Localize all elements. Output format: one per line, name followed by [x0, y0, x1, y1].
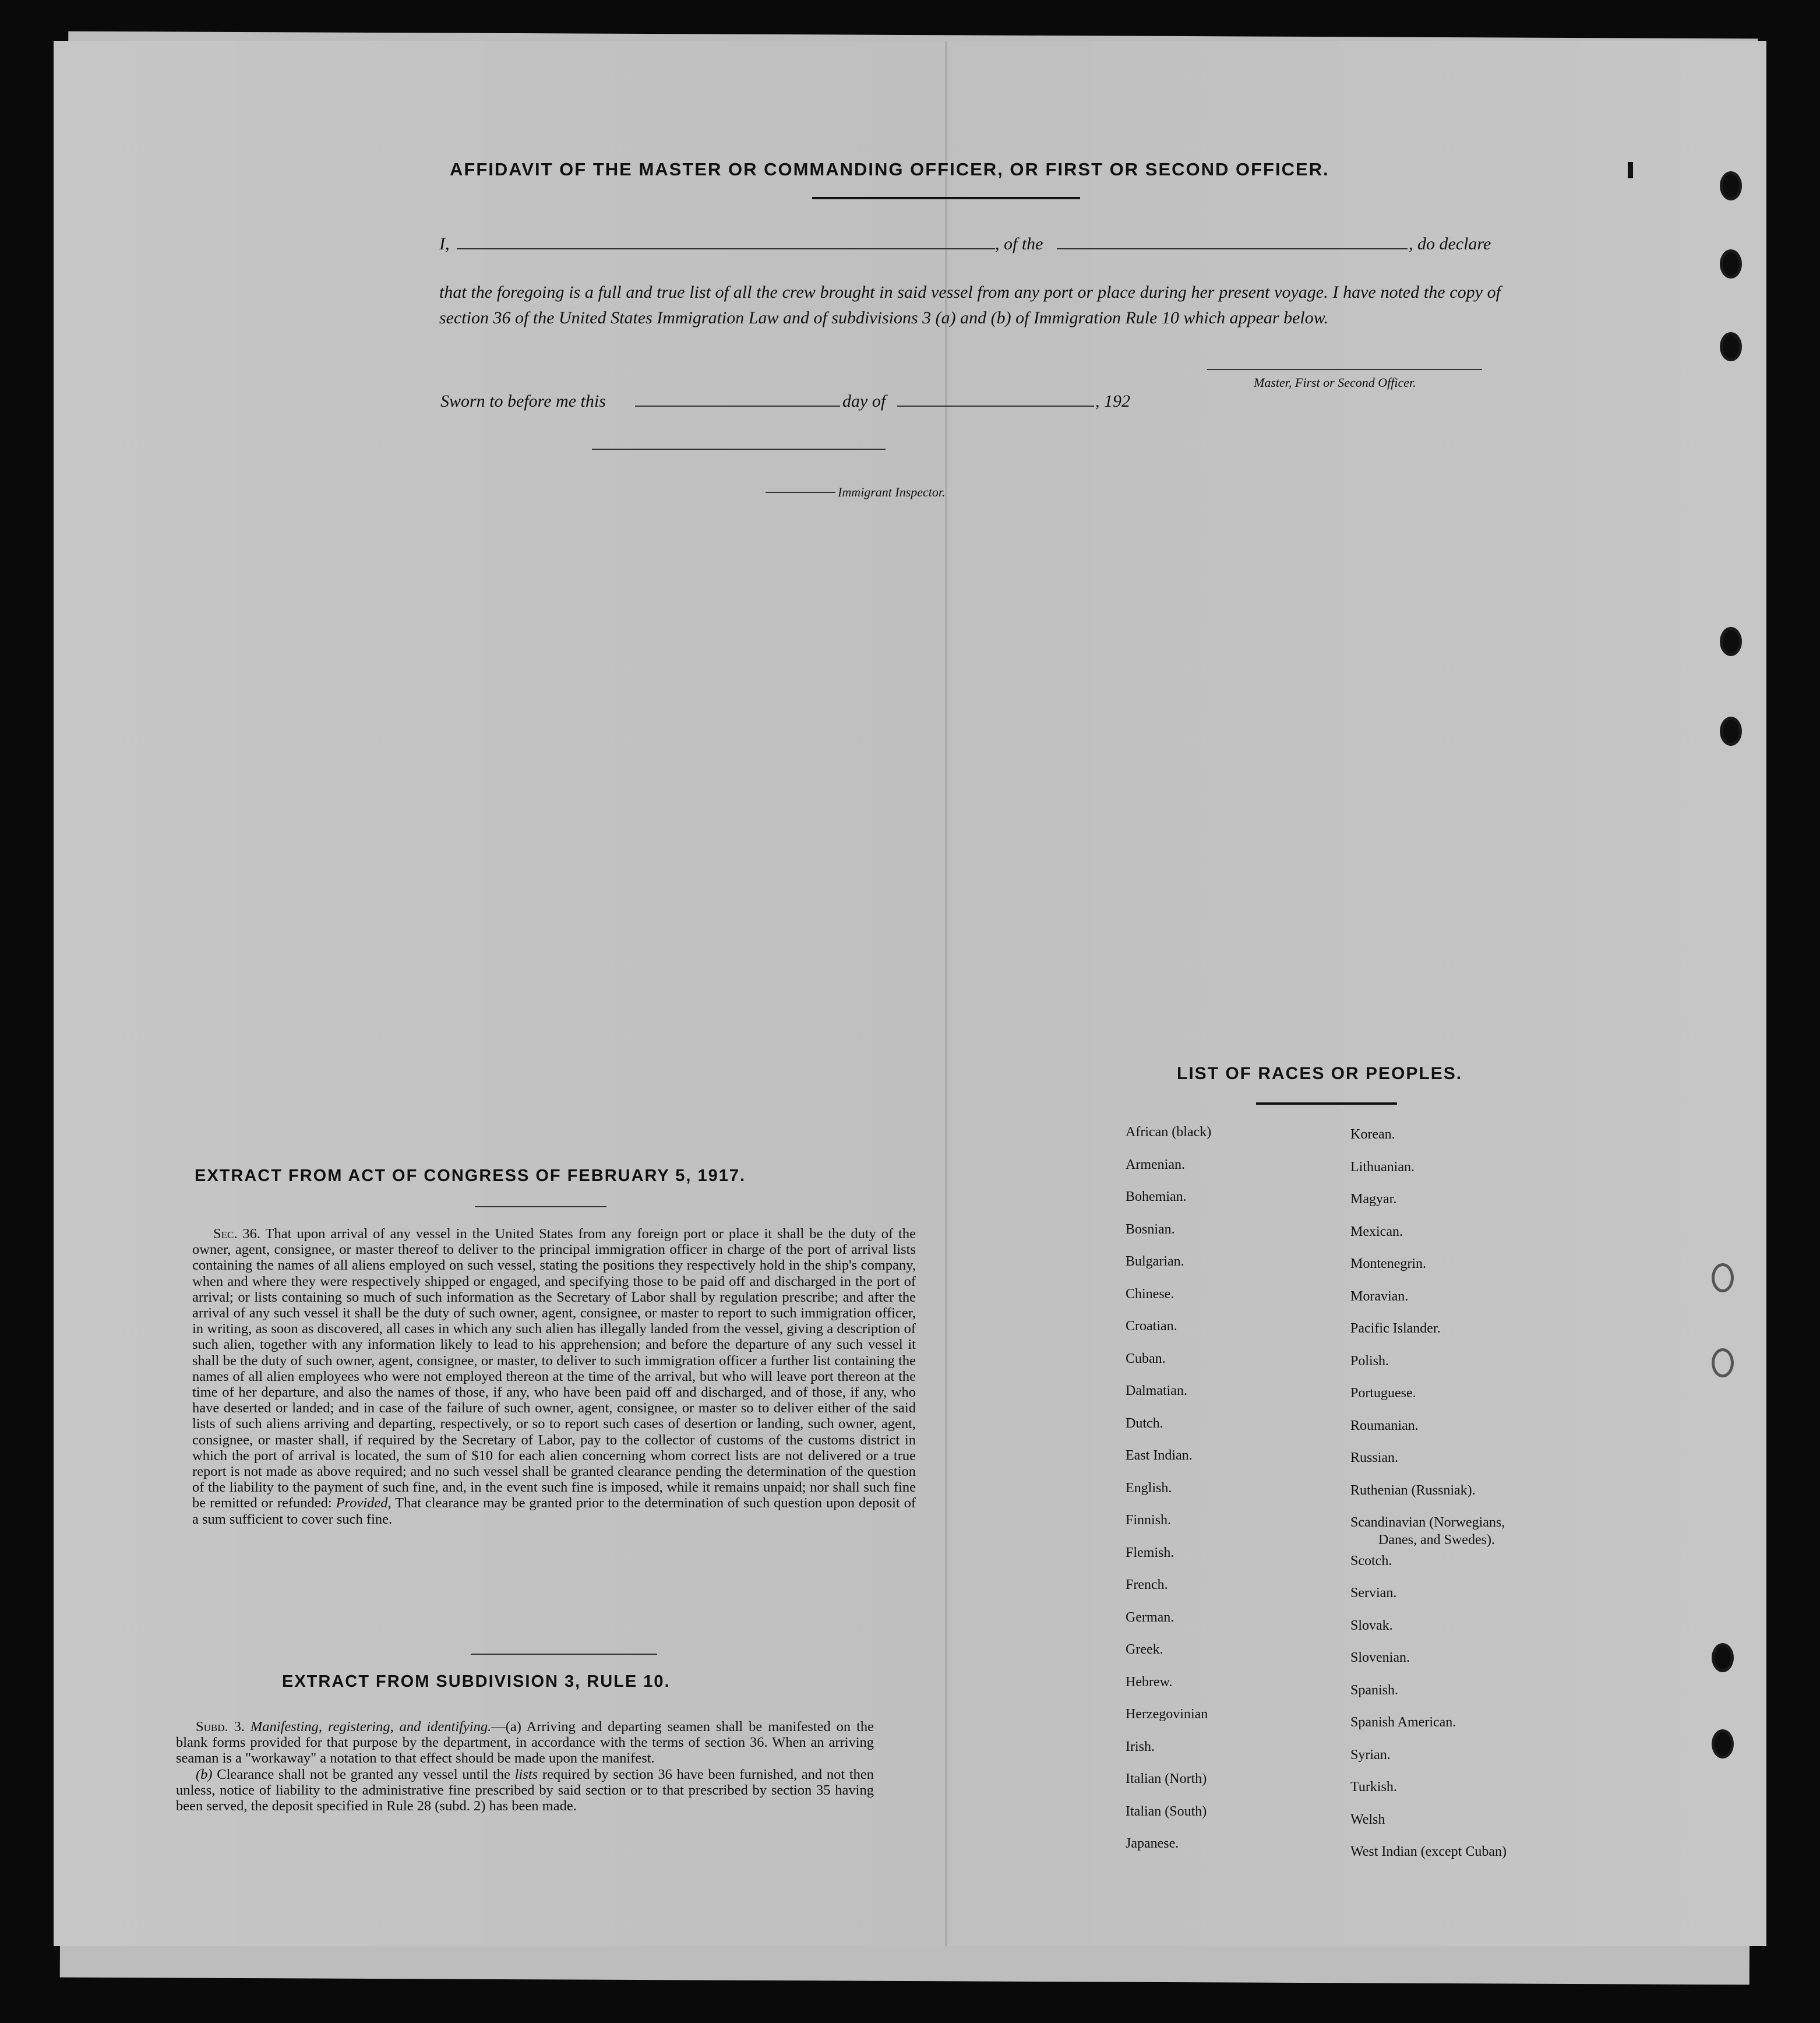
day-of-label: day of — [842, 392, 886, 411]
binder-hole — [1712, 1348, 1734, 1377]
race-item: Herzegovinian — [1126, 1707, 1208, 1722]
race-item: Finnish. — [1126, 1513, 1172, 1528]
binder-hole — [1720, 717, 1742, 746]
race-item: Roumanian. — [1350, 1418, 1419, 1433]
race-item: Italian (North) — [1126, 1771, 1207, 1786]
race-item: African (black) — [1126, 1125, 1212, 1140]
race-item: Pacific Islander. — [1350, 1321, 1441, 1336]
race-item: Cuban. — [1126, 1351, 1166, 1366]
race-item: Chinese. — [1126, 1286, 1174, 1302]
document-page — [54, 41, 1766, 1946]
race-item: Bulgarian. — [1126, 1254, 1184, 1269]
race-item: Scotch. — [1350, 1553, 1392, 1569]
master-signature-line — [1207, 369, 1482, 370]
race-item: Spanish. — [1350, 1682, 1399, 1698]
race-item: Polish. — [1350, 1353, 1389, 1369]
binder-hole — [1720, 171, 1742, 200]
race-item: Flemish. — [1126, 1545, 1174, 1560]
race-item: East Indian. — [1126, 1448, 1193, 1463]
sworn-day-line — [635, 406, 840, 407]
extract-act-rule — [475, 1206, 606, 1207]
do-declare-label: , do declare — [1409, 234, 1491, 253]
inspector-short-line — [766, 492, 835, 493]
inspector-caption: Immigrant Inspector. — [838, 485, 946, 499]
declaration-text: that the foregoing is a full and true list of all the crew brought in said vessel from any port or place during her present voyage. I have noted the copy of section 36 of the United States Immigration Law and of subdivisions 3 (a) and (b) of Immigration Rule 10 which appear below. — [439, 283, 1501, 327]
binder-hole — [1712, 1729, 1734, 1758]
binder-hole — [1720, 332, 1742, 361]
race-item: Hebrew. — [1126, 1674, 1173, 1690]
race-item: Mexican. — [1350, 1224, 1403, 1239]
race-item: Bosnian. — [1126, 1221, 1175, 1237]
race-item: Scandinavian (Norwegians, — [1350, 1515, 1505, 1530]
race-item: Ruthenian (Russniak). — [1350, 1482, 1476, 1498]
race-item: Lithuanian. — [1350, 1159, 1415, 1175]
race-item: Croatian. — [1126, 1319, 1177, 1334]
race-item: Bohemian. — [1126, 1189, 1187, 1204]
race-item: Montenegrin. — [1350, 1256, 1426, 1271]
race-item: Spanish American. — [1350, 1715, 1456, 1730]
section-36-text: Sec. 36. That upon arrival of any vessel in the United States from any foreign port or place it shall be the duty of the owner, agent, consignee, or master thereof to deliver to the principal immigration officer in charge of the port of arrival lists containing the names of all aliens employed on such vessel, stating the positions they respectively hold in the ship's company, when and where they were respectively shipped or engaged, and specifying those to be paid off and discharged in the port of arrival; or lists containing so much of such information as the Secretary of Labor shall by regulation prescribe; and after the arrival of any such vessel it shall be the duty of such owner, agent, consignee, or master to report to such immigration officer, in writing, as soon as discovered, all cases in which any such alien has illegally landed from the vessel, giving a description of such alien, together with any information likely to lead to his apprehension; and before the departure of any such vessel it shall be the duty of such owner, agent, consignee, or master, to deliver to such immigration officer a further list containing the names of all alien employees who were not employed thereon at the time of the arrival, but who will leave port thereon at the time of her departure, and also the names of those, if any, who have been paid off and discharged, and of those, if any, who have deserted or landed; and in case of the failure of such owner, agent, consignee, or master so to deliver either of the said lists of such aliens arriving and departing, respectively, or so to report such cases of desertion or landing, such owner, agent, consignee, or master shall, if required by the Secretary of Labor, pay to the collector of customs of the customs district in which the port of arrival is located, the sum of $10 for each alien concerning whom correct lists are not delivered or a true report is not made as above required; and no such vessel shall be granted clearance pending the determination of the question of the liability to the payment of such fine, and, in the event such fine is imposed, while it remains unpaid; nor shall such fine be remitted or refunded: Provided, That clearance may be granted prior to the determination of such question upon deposit of a sum sufficient to cover such fine. — [192, 1226, 916, 1527]
race-item: Russian. — [1350, 1450, 1399, 1465]
race-item: Irish. — [1126, 1739, 1155, 1754]
race-item: Dalmatian. — [1126, 1383, 1187, 1398]
subdivision-3-text — [176, 1719, 874, 1814]
affidavit-title: AFFIDAVIT OF THE MASTER OR COMMANDING OFFICER, OR FIRST OR SECOND OFFICER. — [450, 159, 1329, 179]
sworn-label: Sworn to before me this — [440, 392, 606, 411]
race-item: Danes, and Swedes). — [1378, 1532, 1495, 1548]
race-item: West Indian (except Cuban) — [1350, 1844, 1507, 1859]
races-title-rule — [1256, 1102, 1397, 1105]
races-title: LIST OF RACES OR PEOPLES. — [1177, 1064, 1463, 1083]
binder-hole — [1720, 249, 1742, 279]
race-item: Slovenian. — [1350, 1650, 1410, 1665]
sworn-month-line — [897, 406, 1094, 407]
extract-divider-rule — [471, 1654, 657, 1655]
race-item: Italian (South) — [1126, 1803, 1207, 1819]
year-label: , 192 — [1095, 392, 1130, 411]
binder-hole — [1712, 1643, 1734, 1672]
vessel-line — [1057, 248, 1408, 249]
races-list-right — [1350, 1119, 1507, 1869]
binder-hole — [1720, 627, 1742, 656]
of-the-label: , of the — [995, 234, 1043, 253]
race-item: Slovak. — [1350, 1617, 1393, 1633]
subdivision-3a-paragraph: Subd. 3. Manifesting, registering, and identifying.—(a) Arriving and departing seamen shall be manifested on the blank forms provided for that purpose by the department, in accordance with the terms of section 36. When an arriving seaman is a "workaway" a notation to that effect should be made upon the manifest. — [176, 1719, 874, 1767]
race-item: Japanese. — [1126, 1836, 1179, 1851]
race-item: Portuguese. — [1350, 1386, 1416, 1401]
race-item: English. — [1126, 1480, 1172, 1496]
race-item: Dutch. — [1126, 1415, 1163, 1431]
binder-hole — [1712, 1263, 1734, 1292]
master-caption: Master, First or Second Officer. — [1254, 375, 1416, 390]
race-item: Moravian. — [1350, 1288, 1409, 1304]
inspector-signature-line — [592, 449, 886, 450]
race-item: Syrian. — [1350, 1747, 1391, 1763]
affidavit-title-rule — [812, 197, 1080, 199]
extract-act-title: EXTRACT FROM ACT OF CONGRESS OF FEBRUARY 5, 1917. — [195, 1166, 746, 1185]
race-item: Magyar. — [1350, 1192, 1397, 1207]
extract-rule-title: EXTRACT FROM SUBDIVISION 3, RULE 10. — [282, 1672, 671, 1691]
race-item: French. — [1126, 1577, 1168, 1592]
race-item: Welsh — [1350, 1811, 1385, 1827]
i-label: I, — [439, 234, 450, 253]
race-item: Greek. — [1126, 1642, 1163, 1657]
name-line — [457, 248, 995, 249]
race-item: Servian. — [1350, 1585, 1397, 1601]
race-item: Armenian. — [1126, 1157, 1185, 1172]
subdivision-3b-paragraph: (b) Clearance shall not be granted any vessel until the lists required by section 36 have been furnished, and not then unless, notice of liability to the administrative fine prescribed by said section or to that prescribed by section 35 having been served, the deposit specified in Rule 28 (subd. 2) has been made. — [176, 1766, 874, 1814]
ink-mark — [1628, 162, 1633, 178]
race-item: Korean. — [1350, 1127, 1395, 1142]
race-item: Turkish. — [1350, 1779, 1397, 1795]
race-item: German. — [1126, 1609, 1174, 1625]
races-list-left — [1126, 1116, 1211, 1860]
